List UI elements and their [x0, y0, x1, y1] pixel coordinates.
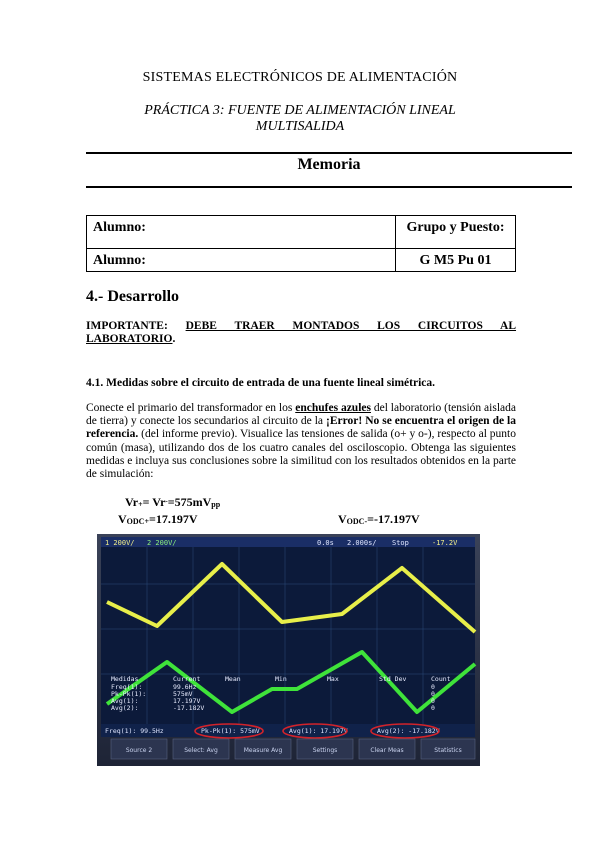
meas-header: Count: [431, 675, 451, 683]
status-avg1: Avg(1): 17.197V: [289, 727, 348, 735]
table-row: [87, 249, 516, 272]
meas-value: -17.182V: [173, 704, 205, 712]
practica-title: [0, 103, 600, 135]
status-freq: Freq(1): 99.5Hz: [105, 727, 164, 735]
meas-header: Max: [327, 675, 339, 683]
meas-value: 575mV: [173, 690, 193, 698]
meas-value: 17.197V: [173, 697, 201, 705]
body-paragraph: [86, 402, 516, 481]
vo2-value: =-17.197V: [367, 512, 420, 526]
scope-screen: [101, 537, 475, 737]
scope-timebase: 2.000s/: [347, 539, 377, 547]
alumno-cell: Alumno:: [87, 249, 396, 272]
top-rule: [86, 152, 572, 154]
softkey-label: Source 2: [125, 747, 153, 754]
importante-label: IMPORTANTE:: [86, 320, 168, 332]
para-text: Conecte el primario del transformador en los: [86, 402, 296, 414]
softkey-label: Measure Avg: [243, 747, 283, 754]
vr-value: =575mV: [167, 495, 212, 509]
practica-line2: MULTISALIDA: [255, 119, 345, 134]
meas-value: 99.6Hz: [173, 683, 197, 691]
vo1-sub: ODC+: [126, 517, 150, 526]
grupo-value-cell: G M5 Pu 01: [396, 249, 516, 272]
vr-symbol: Vr: [125, 495, 139, 509]
para-error-ref: ¡Error! No se encuentra el origen de la referencia.: [86, 415, 517, 441]
vo2-sub: ODC-: [346, 517, 368, 526]
vo1-symbol: V: [118, 512, 127, 526]
meas-name: Pk-Pk(1):: [111, 690, 147, 698]
softkey-label: Clear Meas: [370, 747, 404, 754]
bottom-rule: [86, 186, 572, 188]
meas-name: Avg(1):: [111, 697, 139, 705]
vo1-value: =17.197V: [149, 512, 198, 526]
importante-end: .: [172, 333, 176, 345]
practica-line1: PRÁCTICA 3: FUENTE DE ALIMENTACIÓN LINEAL: [144, 103, 456, 118]
status-avg2: Avg(2): -17.182V: [377, 727, 440, 735]
scope-time: 0.0s: [317, 539, 334, 547]
doc-title: SISTEMAS ELECTRÓNICOS DE ALIMENTACIÓN: [142, 70, 458, 85]
scope-ch1-scale: 1 200V/: [105, 539, 135, 547]
para-link-text: enchufes azules: [295, 402, 371, 414]
section-heading: 4.- Desarrollo: [86, 288, 180, 305]
grupo-cell: Grupo y Puesto:: [396, 216, 516, 249]
vodc-minus-measurement: [338, 512, 420, 527]
student-table: [86, 215, 516, 272]
softkey-label: Settings: [312, 747, 338, 754]
para-text: del laboratorio (tensión aislada de tierra) y conecte los secundarios al circuito de la: [86, 402, 516, 428]
meas-header: Mean: [225, 675, 241, 683]
meas-header: Medidas: [111, 675, 139, 683]
para-text: (del informe previo). Visualice las tensiones de salida (o+ y o-), respecto al punto común (masa), utilizando dos de los cuatro canales del osciloscopio. Obtenga las siguientes medidas e incluya sus conclusiones sobre la similitud con los resultados obtenidos en la parte de simulación:: [86, 428, 516, 481]
subsection-heading: 4.1. Medidas sobre el circuito de entrada de una fuente lineal simétrica.: [86, 377, 436, 389]
softkey-label: Statistics: [434, 747, 462, 754]
vodc-plus-measurement: [118, 512, 198, 527]
vo2-symbol: V: [338, 512, 347, 526]
vr-sub: +: [138, 500, 143, 509]
scope-mode: Stop: [392, 539, 409, 547]
oscilloscope-photo: [97, 534, 480, 766]
importante-text: DEBE TRAER MONTADOS LOS CIRCUITOS AL LABORATORIO: [86, 320, 517, 345]
scope-ch2-scale: 2 200V/: [147, 539, 177, 547]
table-row: [87, 216, 516, 249]
meas-count: 0: [431, 697, 435, 705]
meas-name: Freq(1):: [111, 683, 143, 691]
meas-name: Avg(2):: [111, 704, 139, 712]
meas-count: 0: [431, 690, 435, 698]
meas-header: Min: [275, 675, 287, 683]
status-pkpk: Pk-Pk(1): 575mV: [201, 727, 260, 735]
meas-count: 0: [431, 704, 435, 712]
meas-count: 0: [431, 683, 435, 691]
meas-header: Std Dev: [379, 675, 407, 683]
vr-mid: = Vr: [142, 495, 166, 509]
importante-note: [86, 320, 516, 346]
vr-sup: -: [165, 497, 168, 505]
vr-unit: pp: [211, 500, 221, 509]
softkey-label: Select: Avg: [184, 747, 218, 754]
memoria-heading: Memoria: [297, 156, 361, 173]
scope-trig: -17.2V: [432, 539, 458, 547]
meas-header: Current: [173, 675, 201, 683]
alumno-cell: Alumno:: [87, 216, 396, 249]
vr-measurement: [125, 495, 220, 510]
